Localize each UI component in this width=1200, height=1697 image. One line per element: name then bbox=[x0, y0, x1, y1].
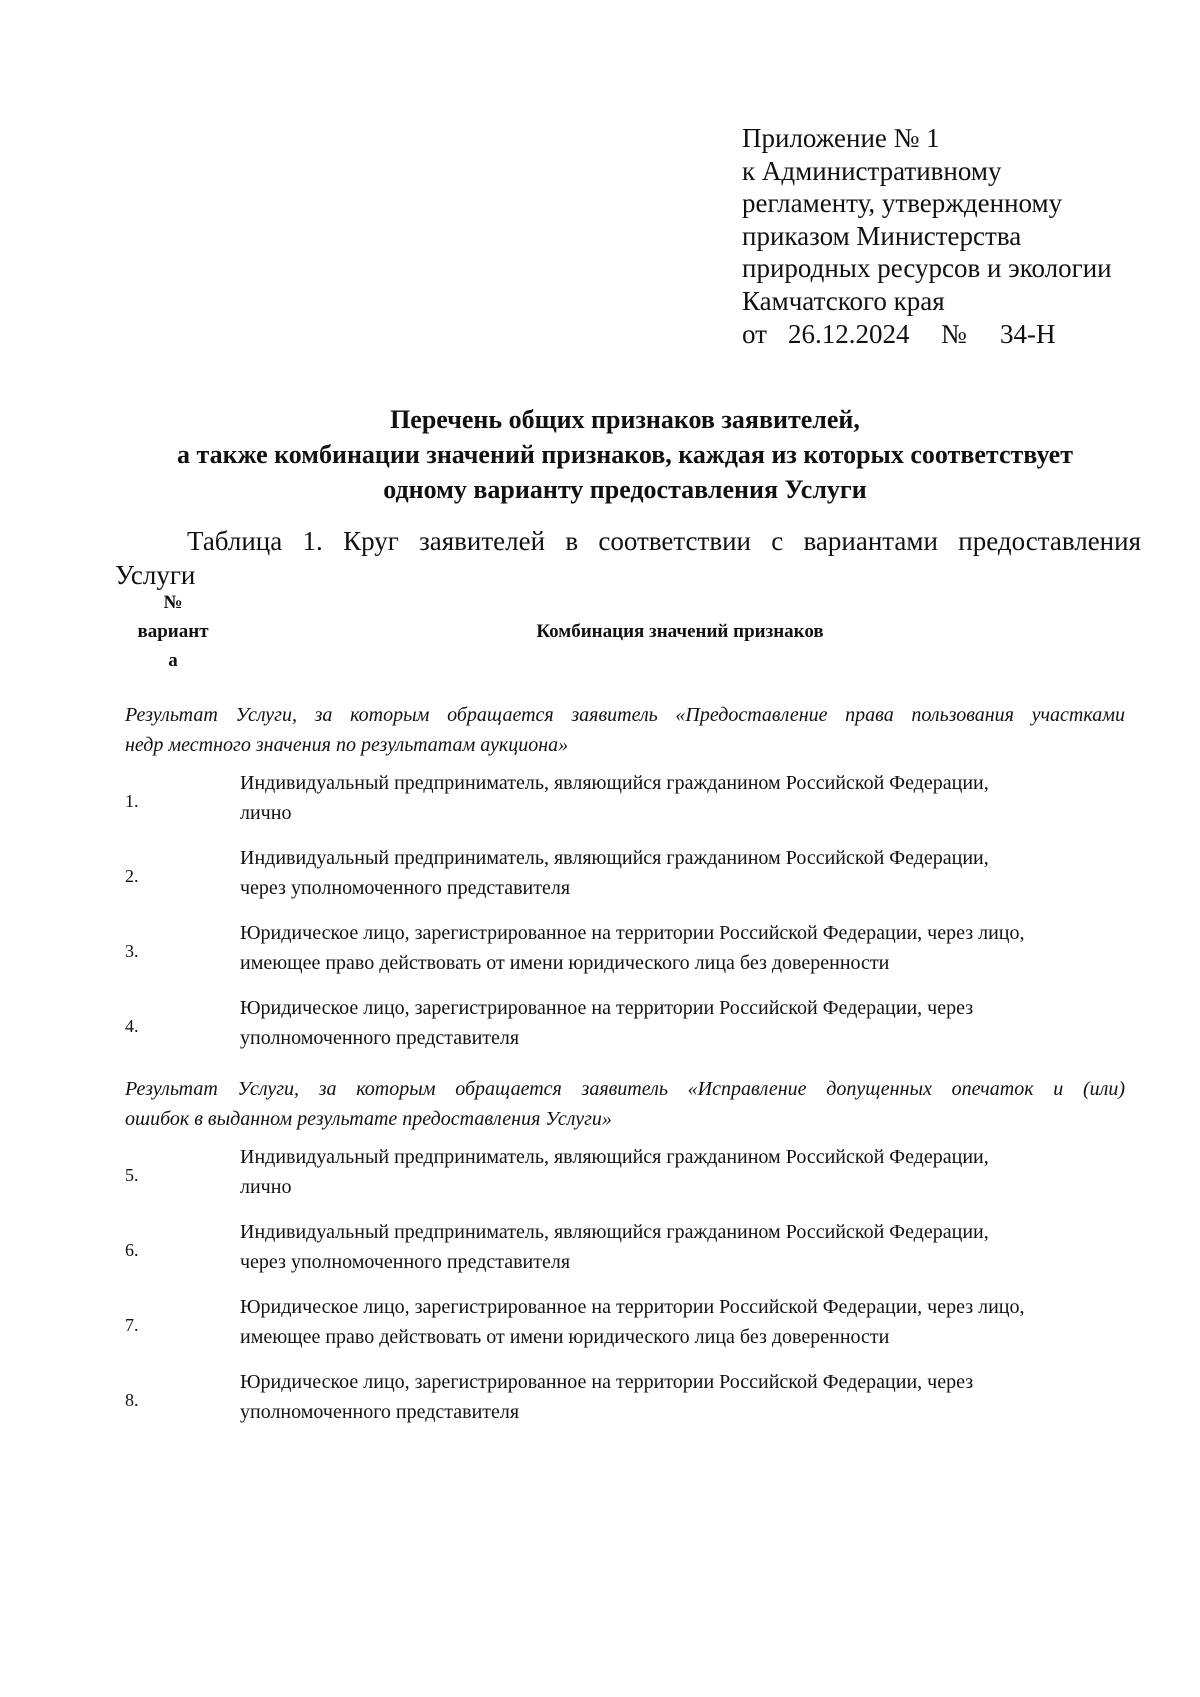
variant-number: 2. bbox=[125, 866, 139, 886]
appendix-line: к Административному bbox=[742, 155, 1002, 186]
table-row bbox=[125, 768, 1125, 828]
table-row bbox=[125, 918, 1125, 978]
table-row bbox=[125, 1142, 1125, 1202]
combination-line: имеющее право действовать от имени юридического лица без доверенности bbox=[240, 952, 890, 974]
title-line: а также комбинации значений признаков, каждая из которых соответствует bbox=[177, 440, 1073, 469]
column-header-line: № bbox=[163, 592, 183, 613]
combination-line: Индивидуальный предприниматель, являющийся гражданином Российской Федерации, bbox=[240, 1221, 989, 1243]
order-number: 34-Н bbox=[1000, 318, 1056, 349]
table-row bbox=[125, 1292, 1125, 1352]
combination-line: Индивидуальный предприниматель, являющийся гражданином Российской Федерации, bbox=[240, 1146, 989, 1168]
variant-number: 5. bbox=[125, 1165, 139, 1185]
table-caption-line: Услуги bbox=[115, 560, 196, 590]
number-sign: № bbox=[941, 318, 967, 349]
appendix-line: природных ресурсов и экологии bbox=[742, 253, 1112, 284]
combination-line: Юридическое лицо, зарегистрированное на территории Российской Федерации, через лицо, bbox=[240, 1296, 1025, 1318]
result-heading-line: недр местного значения по результатам аукциона» bbox=[125, 734, 569, 756]
result-heading bbox=[125, 700, 1125, 760]
appendix-line: регламенту, утвержденному bbox=[742, 188, 1063, 219]
column-header-line: вариант bbox=[137, 621, 209, 642]
table-caption-line: Таблица 1. Круг заявителей в соответствии с вариантами предоставления bbox=[187, 526, 1141, 556]
combination-line: Индивидуальный предприниматель, являющийся гражданином Российской Федерации, bbox=[240, 847, 989, 869]
combination-line: через уполномоченного представителя bbox=[240, 1251, 571, 1273]
document-title bbox=[110, 402, 1140, 507]
combination-line: через уполномоченного представителя bbox=[240, 877, 571, 899]
combination-line: Юридическое лицо, зарегистрированное на территории Российской Федерации, через лицо, bbox=[240, 922, 1025, 944]
result-heading bbox=[125, 1074, 1125, 1134]
date-prefix: от bbox=[742, 318, 767, 349]
title-line: одному варианту предоставления Услуги bbox=[383, 475, 867, 504]
variant-number: 3. bbox=[125, 941, 139, 961]
combination-line: Юридическое лицо, зарегистрированное на территории Российской Федерации, через bbox=[240, 1371, 974, 1393]
combination-line: лично bbox=[240, 1176, 292, 1198]
table-caption bbox=[115, 524, 1141, 592]
combination-text bbox=[240, 1292, 1140, 1352]
variant-number: 6. bbox=[125, 1240, 139, 1260]
combination-text bbox=[240, 918, 1140, 978]
combination-line: лично bbox=[240, 802, 292, 824]
table-row bbox=[125, 843, 1125, 903]
appendix-line: Камчатского края bbox=[742, 285, 945, 316]
result-heading-line: Результат Услуги, за которым обращается заявитель «Предоставление права пользования участками bbox=[125, 704, 1125, 726]
combination-text bbox=[240, 1217, 1140, 1277]
combination-text bbox=[240, 768, 1140, 828]
combination-line: Юридическое лицо, зарегистрированное на территории Российской Федерации, через bbox=[240, 997, 974, 1019]
combination-text bbox=[240, 1367, 1140, 1427]
variant-number: 7. bbox=[125, 1315, 139, 1335]
variant-number: 4. bbox=[125, 1016, 139, 1036]
appendix-block bbox=[742, 122, 1162, 350]
combination-text bbox=[240, 843, 1140, 903]
column-header-variant-number bbox=[118, 588, 228, 675]
variant-number: 8. bbox=[125, 1390, 139, 1410]
appendix-line: приказом Министерства bbox=[742, 220, 1022, 251]
column-header-line: а bbox=[168, 650, 178, 671]
combination-line: Индивидуальный предприниматель, являющийся гражданином Российской Федерации, bbox=[240, 772, 989, 794]
appendix-line: Приложение № 1 bbox=[742, 123, 940, 153]
table-row bbox=[125, 1217, 1125, 1277]
combination-line: уполномоченного представителя bbox=[240, 1401, 520, 1423]
column-header-combination: Комбинация значений признаков bbox=[536, 621, 824, 642]
variant-number: 1. bbox=[125, 791, 139, 811]
result-heading-line: ошибок в выданном результате предоставления Услуги» bbox=[125, 1108, 612, 1130]
combination-text bbox=[240, 1142, 1140, 1202]
appendix-date-line bbox=[742, 318, 1162, 351]
title-line: Перечень общих признаков заявителей, bbox=[390, 405, 860, 434]
table-row bbox=[125, 993, 1125, 1053]
result-heading-line: Результат Услуги, за которым обращается заявитель «Исправление допущенных опечаток и (или) bbox=[125, 1078, 1125, 1100]
order-date: 26.12.2024 bbox=[788, 318, 910, 349]
combination-text bbox=[240, 993, 1140, 1053]
combination-line: уполномоченного представителя bbox=[240, 1027, 520, 1049]
table-row bbox=[125, 1367, 1125, 1427]
combination-line: имеющее право действовать от имени юридического лица без доверенности bbox=[240, 1326, 890, 1348]
